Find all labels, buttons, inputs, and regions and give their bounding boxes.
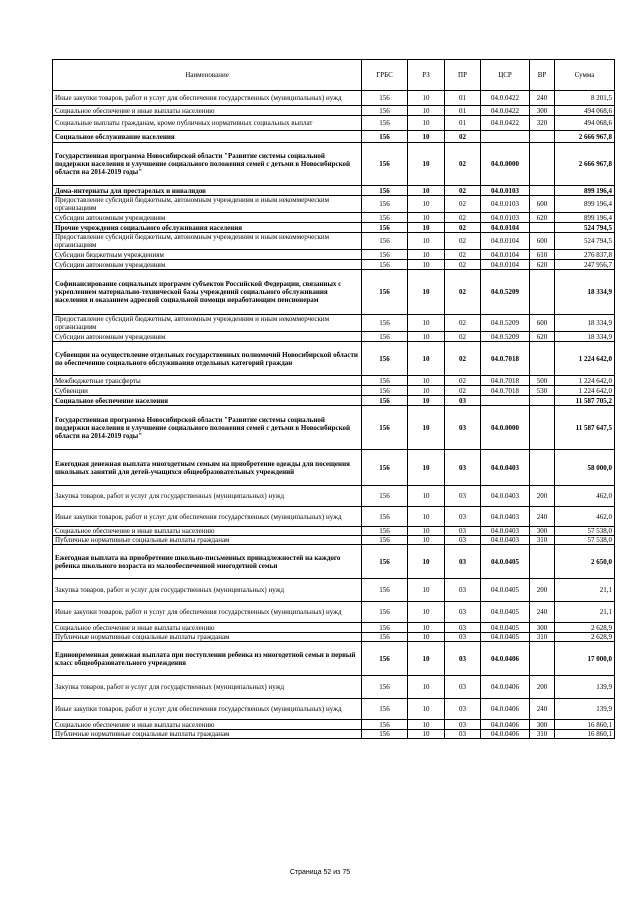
table-row [53, 545, 615, 579]
table-row [53, 623, 615, 633]
cell-pr: 02 [445, 131, 481, 143]
cell-sum: 8 201,5 [555, 91, 615, 106]
cell-csr: 04.0.0103 [481, 196, 530, 213]
cell-pr: 03 [445, 602, 481, 623]
cell-name: Субсидии автономным учреждениям [53, 332, 362, 342]
cell-vr [530, 223, 555, 233]
cell-sum: 899 196,4 [555, 186, 615, 196]
cell-rz: 10 [408, 545, 445, 579]
cell-csr [481, 131, 530, 143]
cell-sum: 18 334,9 [555, 332, 615, 342]
table-row [53, 579, 615, 602]
cell-grbs: 156 [362, 699, 408, 720]
cell-csr: 04.0.7018 [481, 386, 530, 396]
table-row [53, 116, 615, 131]
cell-name: Единовременная денежная выплата при поступлении ребенка из многодетной семьи в первый класс общеобразовательного учреждения [53, 642, 362, 676]
cell-csr: 04.0.0103 [481, 213, 530, 223]
cell-vr: 620 [530, 260, 555, 270]
table-row [53, 315, 615, 332]
table-row [53, 386, 615, 396]
cell-name: Иные закупки товаров, работ и услуг для обеспечения государственных (муниципальных) нужд [53, 699, 362, 720]
cell-csr: 04.0.0403 [481, 527, 530, 536]
cell-grbs: 156 [362, 633, 408, 642]
cell-csr: 04.0.0405 [481, 633, 530, 642]
cell-pr: 01 [445, 116, 481, 131]
cell-csr: 04.0.7018 [481, 376, 530, 386]
table-row [53, 106, 615, 116]
cell-csr [481, 396, 530, 406]
cell-pr: 03 [445, 699, 481, 720]
table-row [53, 250, 615, 260]
cell-grbs: 156 [362, 116, 408, 131]
cell-vr [530, 186, 555, 196]
cell-vr: 600 [530, 233, 555, 250]
cell-sum: 1 224 642,0 [555, 342, 615, 376]
cell-rz: 10 [408, 676, 445, 699]
cell-pr: 01 [445, 91, 481, 106]
cell-rz: 10 [408, 106, 445, 116]
cell-vr: 300 [530, 720, 555, 730]
cell-rz: 10 [408, 315, 445, 332]
cell-grbs: 156 [362, 233, 408, 250]
cell-rz: 10 [408, 196, 445, 213]
cell-pr: 02 [445, 315, 481, 332]
cell-csr: 04.0.0406 [481, 642, 530, 676]
cell-name: Закупка товаров, работ и услуг для государственных (муниципальных) нужд [53, 486, 362, 507]
cell-pr: 02 [445, 386, 481, 396]
cell-grbs: 156 [362, 196, 408, 213]
cell-grbs: 156 [362, 545, 408, 579]
cell-csr: 04.0.0406 [481, 699, 530, 720]
cell-pr: 03 [445, 720, 481, 730]
cell-rz: 10 [408, 332, 445, 342]
cell-rz: 10 [408, 699, 445, 720]
cell-rz: 10 [408, 386, 445, 396]
cell-name: Прочие учреждения социального обслуживания населения [53, 223, 362, 233]
table-row [53, 676, 615, 699]
cell-pr: 02 [445, 196, 481, 213]
cell-grbs: 156 [362, 315, 408, 332]
cell-vr: 600 [530, 315, 555, 332]
cell-sum: 462,0 [555, 486, 615, 507]
cell-name: Социальное обеспечение и иные выплаты населению [53, 106, 362, 116]
cell-name: Закупка товаров, работ и услуг для государственных (муниципальных) нужд [53, 579, 362, 602]
cell-rz: 10 [408, 642, 445, 676]
cell-name: Государственная программа Новосибирской области "Развитие системы социальной поддержки населения и улучшение социального положения семей с детьми в Новосибирской области на 2014-2019 годы" [53, 406, 362, 450]
cell-sum: 2 666 967,8 [555, 143, 615, 186]
cell-sum: 524 794,5 [555, 233, 615, 250]
cell-sum: 1 224 642,0 [555, 376, 615, 386]
cell-sum: 21,1 [555, 602, 615, 623]
cell-rz: 10 [408, 406, 445, 450]
cell-pr: 03 [445, 486, 481, 507]
table-row [53, 270, 615, 315]
cell-sum: 2 650,0 [555, 545, 615, 579]
cell-sum: 18 334,9 [555, 270, 615, 315]
cell-rz: 10 [408, 270, 445, 315]
cell-pr: 02 [445, 260, 481, 270]
cell-rz: 10 [408, 396, 445, 406]
cell-name: Дома-интернаты для престарелых и инвалидов [53, 186, 362, 196]
table-row [53, 536, 615, 545]
cell-name: Социальное обслуживание населения [53, 131, 362, 143]
cell-pr: 02 [445, 186, 481, 196]
cell-name: Предоставление субсидий бюджетным, автономным учреждениям и иным некоммерческим организациям [53, 315, 362, 332]
page-number: Страница 52 из 75 [289, 869, 351, 876]
cell-vr: 500 [530, 376, 555, 386]
table-row [53, 699, 615, 720]
cell-rz: 10 [408, 730, 445, 739]
cell-csr: 04.0.0406 [481, 676, 530, 699]
cell-pr: 03 [445, 623, 481, 633]
cell-sum: 139,9 [555, 676, 615, 699]
cell-grbs: 156 [362, 676, 408, 699]
cell-csr: 04.0.0103 [481, 186, 530, 196]
cell-sum: 11 587 647,5 [555, 406, 615, 450]
cell-vr: 310 [530, 536, 555, 545]
cell-pr: 03 [445, 676, 481, 699]
cell-pr: 02 [445, 213, 481, 223]
cell-rz: 10 [408, 213, 445, 223]
cell-rz: 10 [408, 250, 445, 260]
cell-csr: 04.0.5209 [481, 270, 530, 315]
cell-vr: 240 [530, 602, 555, 623]
cell-rz: 10 [408, 186, 445, 196]
table-row [53, 450, 615, 486]
cell-pr: 02 [445, 332, 481, 342]
table-row [53, 213, 615, 223]
cell-rz: 10 [408, 633, 445, 642]
cell-csr: 04.0.0406 [481, 730, 530, 739]
cell-grbs: 156 [362, 507, 408, 527]
cell-csr: 04.0.0000 [481, 143, 530, 186]
cell-name: Субвенции [53, 386, 362, 396]
cell-vr [530, 642, 555, 676]
cell-rz: 10 [408, 260, 445, 270]
cell-rz: 10 [408, 376, 445, 386]
cell-rz: 10 [408, 579, 445, 602]
cell-name: Социальное обеспечение и иные выплаты населению [53, 720, 362, 730]
cell-vr: 200 [530, 579, 555, 602]
cell-pr: 03 [445, 507, 481, 527]
cell-grbs: 156 [362, 486, 408, 507]
cell-name: Субсидии автономным учреждениям [53, 213, 362, 223]
cell-rz: 10 [408, 233, 445, 250]
cell-grbs: 156 [362, 213, 408, 223]
cell-rz: 10 [408, 91, 445, 106]
cell-csr: 04.0.0422 [481, 91, 530, 106]
table-row [53, 633, 615, 642]
cell-csr: 04.0.0405 [481, 602, 530, 623]
cell-pr: 03 [445, 396, 481, 406]
cell-grbs: 156 [362, 260, 408, 270]
cell-name: Социальное обеспечение и иные выплаты населению [53, 527, 362, 536]
cell-csr: 04.0.0422 [481, 106, 530, 116]
table-row [53, 376, 615, 386]
cell-csr: 04.0.0403 [481, 450, 530, 486]
cell-vr: 300 [530, 623, 555, 633]
cell-grbs: 156 [362, 720, 408, 730]
cell-vr: 240 [530, 699, 555, 720]
cell-csr: 04.0.0405 [481, 545, 530, 579]
cell-csr: 04.0.0104 [481, 233, 530, 250]
cell-vr [530, 143, 555, 186]
cell-pr: 02 [445, 223, 481, 233]
cell-csr: 04.0.5209 [481, 332, 530, 342]
header-vr: ВР [530, 60, 555, 91]
table-row [53, 720, 615, 730]
cell-csr: 04.0.0405 [481, 579, 530, 602]
header-name: Наименование [53, 60, 362, 91]
cell-rz: 10 [408, 486, 445, 507]
cell-vr: 620 [530, 213, 555, 223]
cell-csr: 04.0.0422 [481, 116, 530, 131]
cell-grbs: 156 [362, 642, 408, 676]
table-row [53, 406, 615, 450]
cell-grbs: 156 [362, 143, 408, 186]
cell-sum: 2 666 967,8 [555, 131, 615, 143]
cell-sum: 494 068,6 [555, 106, 615, 116]
cell-sum: 899 196,4 [555, 213, 615, 223]
cell-grbs: 156 [362, 396, 408, 406]
cell-name: Иные закупки товаров, работ и услуг для обеспечения государственных (муниципальных) нужд [53, 507, 362, 527]
cell-sum: 57 538,0 [555, 536, 615, 545]
header-pr: ПР [445, 60, 481, 91]
cell-rz: 10 [408, 342, 445, 376]
cell-name: Публичные нормативные социальные выплаты гражданам [53, 730, 362, 739]
cell-pr: 02 [445, 376, 481, 386]
cell-csr: 04.0.0403 [481, 486, 530, 507]
cell-vr: 320 [530, 116, 555, 131]
cell-pr: 03 [445, 545, 481, 579]
cell-sum: 899 196,4 [555, 196, 615, 213]
cell-pr: 03 [445, 642, 481, 676]
cell-sum: 462,0 [555, 507, 615, 527]
cell-grbs: 156 [362, 602, 408, 623]
cell-name: Субсидии бюджетным учреждениям [53, 250, 362, 260]
cell-csr: 04.0.0104 [481, 223, 530, 233]
header-csr: ЦСР [481, 60, 530, 91]
cell-pr: 02 [445, 143, 481, 186]
cell-sum: 58 000,0 [555, 450, 615, 486]
cell-pr: 03 [445, 579, 481, 602]
cell-rz: 10 [408, 720, 445, 730]
table-row [53, 332, 615, 342]
cell-name: Государственная программа Новосибирской области "Развитие системы социальной поддержки населения и улучшение социального положения семей с детьми в Новосибирской области на 2014-2019 годы" [53, 143, 362, 186]
cell-grbs: 156 [362, 450, 408, 486]
header-rz: РЗ [408, 60, 445, 91]
cell-name: Иные закупки товаров, работ и услуг для обеспечения государственных (муниципальных) нужд [53, 602, 362, 623]
cell-name: Предоставление субсидий бюджетным, автономным учреждениям и иным некоммерческим организациям [53, 233, 362, 250]
cell-pr: 03 [445, 536, 481, 545]
cell-sum: 57 538,0 [555, 527, 615, 536]
cell-name: Софинансирование социальных программ субъектов Российской Федерации, связанных с укреплением материально-технической базы учреждений социального обслуживания населения и оказанием адресной социальной помощи неработающим пенсионерам [53, 270, 362, 315]
cell-name: Субсидии автономным учреждениям [53, 260, 362, 270]
cell-name: Социальное обеспечение и иные выплаты населению [53, 623, 362, 633]
cell-vr: 240 [530, 91, 555, 106]
cell-vr [530, 406, 555, 450]
table-row [53, 91, 615, 106]
cell-rz: 10 [408, 623, 445, 633]
cell-grbs: 156 [362, 250, 408, 260]
cell-name: Субвенции на осуществление отдельных государственных полномочий Новосибирской области по обеспечению социального обслуживания отдельных категорий граждан [53, 342, 362, 376]
table-row [53, 196, 615, 213]
cell-pr: 03 [445, 406, 481, 450]
cell-name: Ежегодная выплата на приобретение школьно-письменных принадлежностей на каждого ребенка школьного возраста из малообеспеченной многодетной семьи [53, 545, 362, 579]
cell-rz: 10 [408, 143, 445, 186]
cell-grbs: 156 [362, 386, 408, 396]
cell-vr: 310 [530, 633, 555, 642]
cell-pr: 02 [445, 270, 481, 315]
cell-name: Публичные нормативные социальные выплаты гражданам [53, 633, 362, 642]
cell-csr: 04.0.7018 [481, 342, 530, 376]
cell-grbs: 156 [362, 527, 408, 536]
cell-vr [530, 396, 555, 406]
cell-name: Закупка товаров, работ и услуг для государственных (муниципальных) нужд [53, 676, 362, 699]
cell-vr [530, 545, 555, 579]
budget-table [52, 59, 615, 739]
cell-csr: 04.0.0403 [481, 507, 530, 527]
table-body [53, 91, 615, 739]
cell-csr: 04.0.0403 [481, 536, 530, 545]
table-header-row [53, 60, 615, 91]
cell-grbs: 156 [362, 376, 408, 386]
cell-grbs: 156 [362, 270, 408, 315]
table-row [53, 602, 615, 623]
cell-rz: 10 [408, 131, 445, 143]
cell-grbs: 156 [362, 536, 408, 545]
header-grbs: ГРБС [362, 60, 408, 91]
cell-grbs: 156 [362, 106, 408, 116]
cell-sum: 2 628,9 [555, 633, 615, 642]
cell-sum: 16 860,1 [555, 730, 615, 739]
cell-name: Межбюджетные трансферты [53, 376, 362, 386]
cell-sum: 21,1 [555, 579, 615, 602]
cell-name: Иные закупки товаров, работ и услуг для обеспечения государственных (муниципальных) нужд [53, 91, 362, 106]
cell-sum: 17 000,0 [555, 642, 615, 676]
cell-vr: 620 [530, 332, 555, 342]
cell-grbs: 156 [362, 623, 408, 633]
table-row [53, 342, 615, 376]
table-row [53, 486, 615, 507]
cell-vr: 200 [530, 486, 555, 507]
cell-rz: 10 [408, 507, 445, 527]
header-sum: Сумма [555, 60, 615, 91]
cell-pr: 03 [445, 527, 481, 536]
cell-vr: 610 [530, 250, 555, 260]
cell-name: Социальное обеспечение населения [53, 396, 362, 406]
cell-grbs: 156 [362, 223, 408, 233]
table-row [53, 527, 615, 536]
cell-grbs: 156 [362, 406, 408, 450]
cell-sum: 1 224 642,0 [555, 386, 615, 396]
cell-rz: 10 [408, 116, 445, 131]
cell-vr [530, 131, 555, 143]
cell-grbs: 156 [362, 131, 408, 143]
table-row [53, 642, 615, 676]
cell-vr [530, 450, 555, 486]
table-row [53, 143, 615, 186]
cell-vr: 300 [530, 527, 555, 536]
cell-vr: 240 [530, 507, 555, 527]
cell-vr: 600 [530, 196, 555, 213]
cell-grbs: 156 [362, 342, 408, 376]
cell-grbs: 156 [362, 91, 408, 106]
cell-sum: 247 956,7 [555, 260, 615, 270]
cell-sum: 11 587 705,2 [555, 396, 615, 406]
table-row [53, 233, 615, 250]
cell-sum: 139,9 [555, 699, 615, 720]
cell-pr: 02 [445, 342, 481, 376]
cell-csr: 04.0.0104 [481, 260, 530, 270]
cell-grbs: 156 [362, 332, 408, 342]
cell-sum: 2 628,9 [555, 623, 615, 633]
cell-pr: 02 [445, 250, 481, 260]
table-row [53, 131, 615, 143]
cell-sum: 524 794,5 [555, 223, 615, 233]
cell-name: Социальные выплаты гражданам, кроме публичных нормативных социальных выплат [53, 116, 362, 131]
table-row [53, 186, 615, 196]
cell-csr: 04.0.0405 [481, 623, 530, 633]
cell-rz: 10 [408, 223, 445, 233]
cell-vr: 530 [530, 386, 555, 396]
cell-csr: 04.0.0406 [481, 720, 530, 730]
cell-sum: 276 837,8 [555, 250, 615, 260]
cell-csr: 04.0.0104 [481, 250, 530, 260]
cell-grbs: 156 [362, 579, 408, 602]
table-row [53, 223, 615, 233]
cell-pr: 03 [445, 450, 481, 486]
cell-sum: 16 860,1 [555, 720, 615, 730]
cell-csr: 04.0.5209 [481, 315, 530, 332]
cell-rz: 10 [408, 527, 445, 536]
cell-sum: 494 068,6 [555, 116, 615, 131]
cell-pr: 03 [445, 730, 481, 739]
cell-pr: 01 [445, 106, 481, 116]
cell-pr: 02 [445, 233, 481, 250]
table-row [53, 507, 615, 527]
cell-vr: 310 [530, 730, 555, 739]
cell-grbs: 156 [362, 186, 408, 196]
cell-vr: 200 [530, 676, 555, 699]
table-row [53, 396, 615, 406]
cell-name: Предоставление субсидий бюджетным, автономным учреждениям и иным некоммерческим организациям [53, 196, 362, 213]
cell-pr: 03 [445, 633, 481, 642]
cell-vr [530, 342, 555, 376]
cell-csr: 04.0.0000 [481, 406, 530, 450]
cell-name: Ежегодная денежная выплата многодетным семьям на приобретение одежды для посещения школьных занятий для детей-учащихся общеобразовательных учреждений [53, 450, 362, 486]
cell-sum: 18 334,9 [555, 315, 615, 332]
table-row [53, 730, 615, 739]
cell-rz: 10 [408, 602, 445, 623]
cell-name: Публичные нормативные социальные выплаты гражданам [53, 536, 362, 545]
table-row [53, 260, 615, 270]
cell-rz: 10 [408, 536, 445, 545]
cell-vr: 300 [530, 106, 555, 116]
cell-rz: 10 [408, 450, 445, 486]
cell-grbs: 156 [362, 730, 408, 739]
cell-vr [530, 270, 555, 315]
